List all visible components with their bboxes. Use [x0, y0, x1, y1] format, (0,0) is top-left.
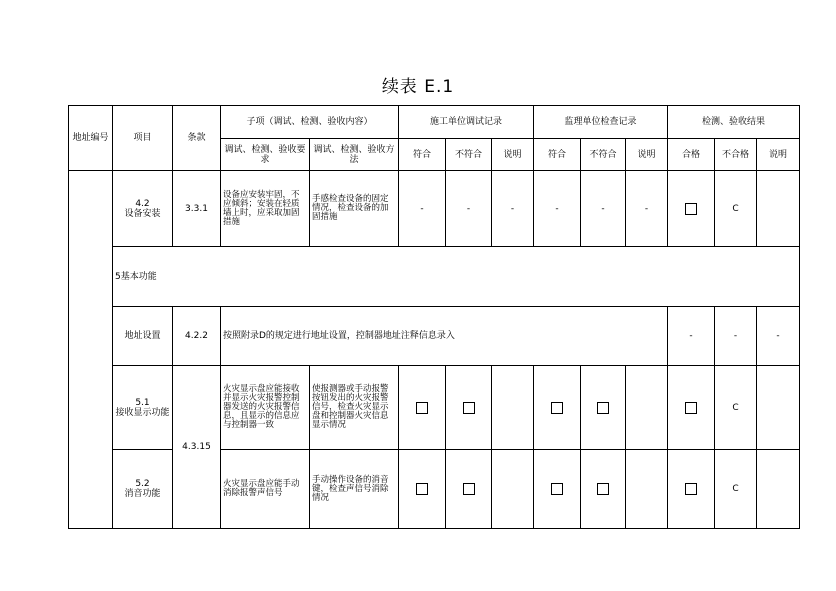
- header-item: 项目: [113, 106, 173, 171]
- requirement-cell: 火灾显示盘应能接收并显示火灾报警控制器发送的火灾报警信息，且显示的信息应与控制器一致: [221, 366, 310, 450]
- construction-conform-cell: -: [399, 171, 446, 247]
- header-unqualified: 不合格: [715, 139, 757, 171]
- page-title: 续表 E.1: [381, 77, 455, 97]
- header-result-group: 检测、验收结果: [668, 106, 800, 139]
- supervision-note-cell: [626, 450, 668, 529]
- unqualified-cell: [715, 366, 757, 450]
- requirement-cell: 设备应安装牢固，不应倾斜；安装在轻质墙上时，应采取加固措施: [221, 171, 310, 247]
- header-construction-group: 施工单位调试记录: [399, 106, 534, 139]
- qualified-checkbox[interactable]: [685, 203, 697, 215]
- construction-note-cell: [492, 450, 534, 529]
- table-row: [69, 171, 800, 247]
- unqualified-cell: [715, 450, 757, 529]
- supervision-conform-cell: -: [534, 171, 581, 247]
- construction-conform-checkbox[interactable]: [416, 483, 428, 495]
- qualified-cell: [668, 450, 715, 529]
- table-row: [69, 307, 800, 366]
- construction-not-conform-cell: -: [446, 171, 492, 247]
- content-cell: 按照附录D的规定进行地址设置，控制器地址注释信息录入: [221, 307, 668, 366]
- unqualified-cell: -: [715, 307, 757, 366]
- table-row: [69, 366, 800, 450]
- header-not-conform: 不符合: [581, 139, 626, 171]
- construction-not-conform-checkbox[interactable]: [463, 483, 475, 495]
- construction-not-conform-cell: [446, 450, 492, 529]
- clause-cell: 4.2.2: [173, 307, 221, 366]
- result-note-cell: [757, 450, 800, 529]
- supervision-not-conform-cell: [581, 450, 626, 529]
- header-conform: 符合: [399, 139, 446, 171]
- supervision-conform-cell: [534, 450, 581, 529]
- qualified-checkbox[interactable]: [685, 483, 697, 495]
- method-cell: 使报测器或手动报警按钮发出的火灾报警信号，检查火灾显示盘和控制器火灾信息显示情况: [310, 366, 399, 450]
- construction-conform-checkbox[interactable]: [416, 402, 428, 414]
- header-not-conform: 不符合: [446, 139, 492, 171]
- result-note-cell: -: [757, 307, 800, 366]
- unqualified-mark: C: [732, 203, 739, 214]
- header-address-no: 地址编号: [69, 106, 113, 171]
- header-note: 说明: [492, 139, 534, 171]
- section-row: [69, 247, 800, 307]
- construction-conform-cell: [399, 366, 446, 450]
- supervision-note-cell: -: [626, 171, 668, 247]
- result-note-cell: [757, 366, 800, 450]
- method-cell: 手动操作设备的消音键，检查声信号消除情况: [310, 450, 399, 529]
- header-clause: 条款: [173, 106, 221, 171]
- supervision-conform-checkbox[interactable]: [551, 402, 563, 414]
- clause-cell: 4.3.15: [173, 366, 221, 529]
- header-supervision-group: 监理单位检查记录: [534, 106, 668, 139]
- qualified-cell: -: [668, 307, 715, 366]
- header-conform: 符合: [534, 139, 581, 171]
- header-note: 说明: [626, 139, 668, 171]
- construction-note-cell: -: [492, 171, 534, 247]
- inspection-table: [68, 105, 800, 529]
- supervision-conform-checkbox[interactable]: [551, 483, 563, 495]
- item-cell: 5.1 接收显示功能: [113, 366, 173, 450]
- address-no-cell: [69, 171, 113, 529]
- supervision-not-conform-checkbox[interactable]: [597, 483, 609, 495]
- requirement-cell: 火灾显示盘应能手动消除报警声信号: [221, 450, 310, 529]
- method-cell: 手感检查设备的固定情况，检查设备的加固措施: [310, 171, 399, 247]
- item-cell: 4.2 设备安装: [113, 171, 173, 247]
- unqualified-mark: C: [732, 484, 739, 494]
- supervision-not-conform-cell: [581, 366, 626, 450]
- header-sub-method: 调试、检测、验收方法: [310, 139, 399, 171]
- construction-not-conform-cell: [446, 366, 492, 450]
- supervision-not-conform-checkbox[interactable]: [597, 402, 609, 414]
- header-sub-requirement: 调试、检测、验收要求: [221, 139, 310, 171]
- section-title: 5基本功能: [113, 247, 800, 307]
- item-cell: 5.2 消音功能: [113, 450, 173, 529]
- header-qualified: 合格: [668, 139, 715, 171]
- qualified-cell: [668, 171, 715, 247]
- supervision-note-cell: [626, 366, 668, 450]
- item-cell: 地址设置: [113, 307, 173, 366]
- clause-cell: 3.3.1: [173, 171, 221, 247]
- header-subitem-group: 子项（调试、检测、验收内容）: [221, 106, 399, 139]
- construction-not-conform-checkbox[interactable]: [463, 402, 475, 414]
- construction-conform-cell: [399, 450, 446, 529]
- construction-note-cell: [492, 366, 534, 450]
- supervision-not-conform-cell: -: [581, 171, 626, 247]
- header-row: [69, 106, 800, 139]
- header-note: 说明: [757, 139, 800, 171]
- qualified-cell: [668, 366, 715, 450]
- supervision-conform-cell: [534, 366, 581, 450]
- result-note-cell: [757, 171, 800, 247]
- unqualified-cell: [715, 171, 757, 247]
- qualified-checkbox[interactable]: [685, 402, 697, 414]
- unqualified-mark: C: [732, 402, 739, 413]
